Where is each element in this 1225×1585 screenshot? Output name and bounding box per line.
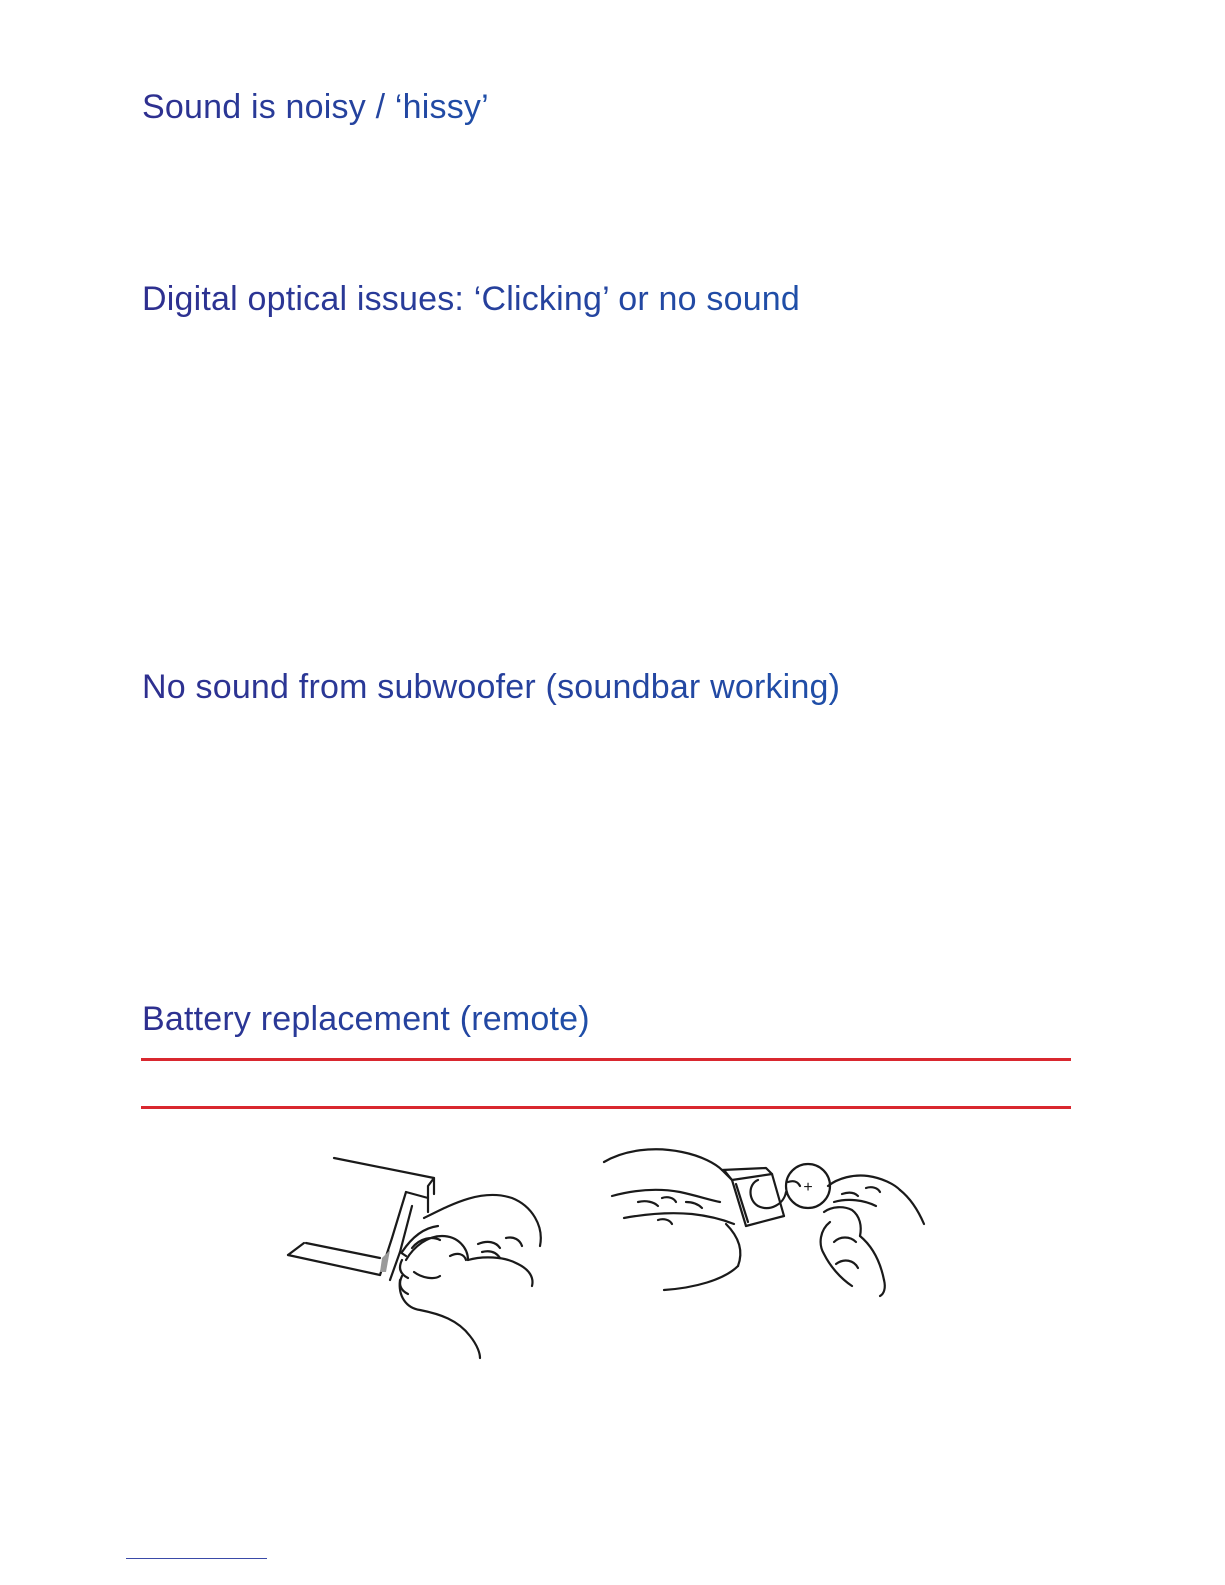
section-heading-battery-replacement: Battery replacement (remote) xyxy=(142,1000,590,1038)
footer-link-underline xyxy=(126,1558,267,1559)
section-rule-bottom xyxy=(141,1106,1071,1109)
remote-battery-tray-open-icon xyxy=(282,1148,552,1360)
section-heading-no-subwoofer-sound: No sound from subwoofer (soundbar working) xyxy=(142,668,841,706)
battery-polarity-label: + xyxy=(803,1179,813,1196)
section-heading-noisy-sound: Sound is noisy / ‘hissy’ xyxy=(142,88,489,126)
section-heading-digital-optical: Digital optical issues: ‘Clicking’ or no sound xyxy=(142,280,801,318)
coin-battery-insert-icon xyxy=(598,1140,928,1298)
section-rule-top xyxy=(141,1058,1071,1061)
